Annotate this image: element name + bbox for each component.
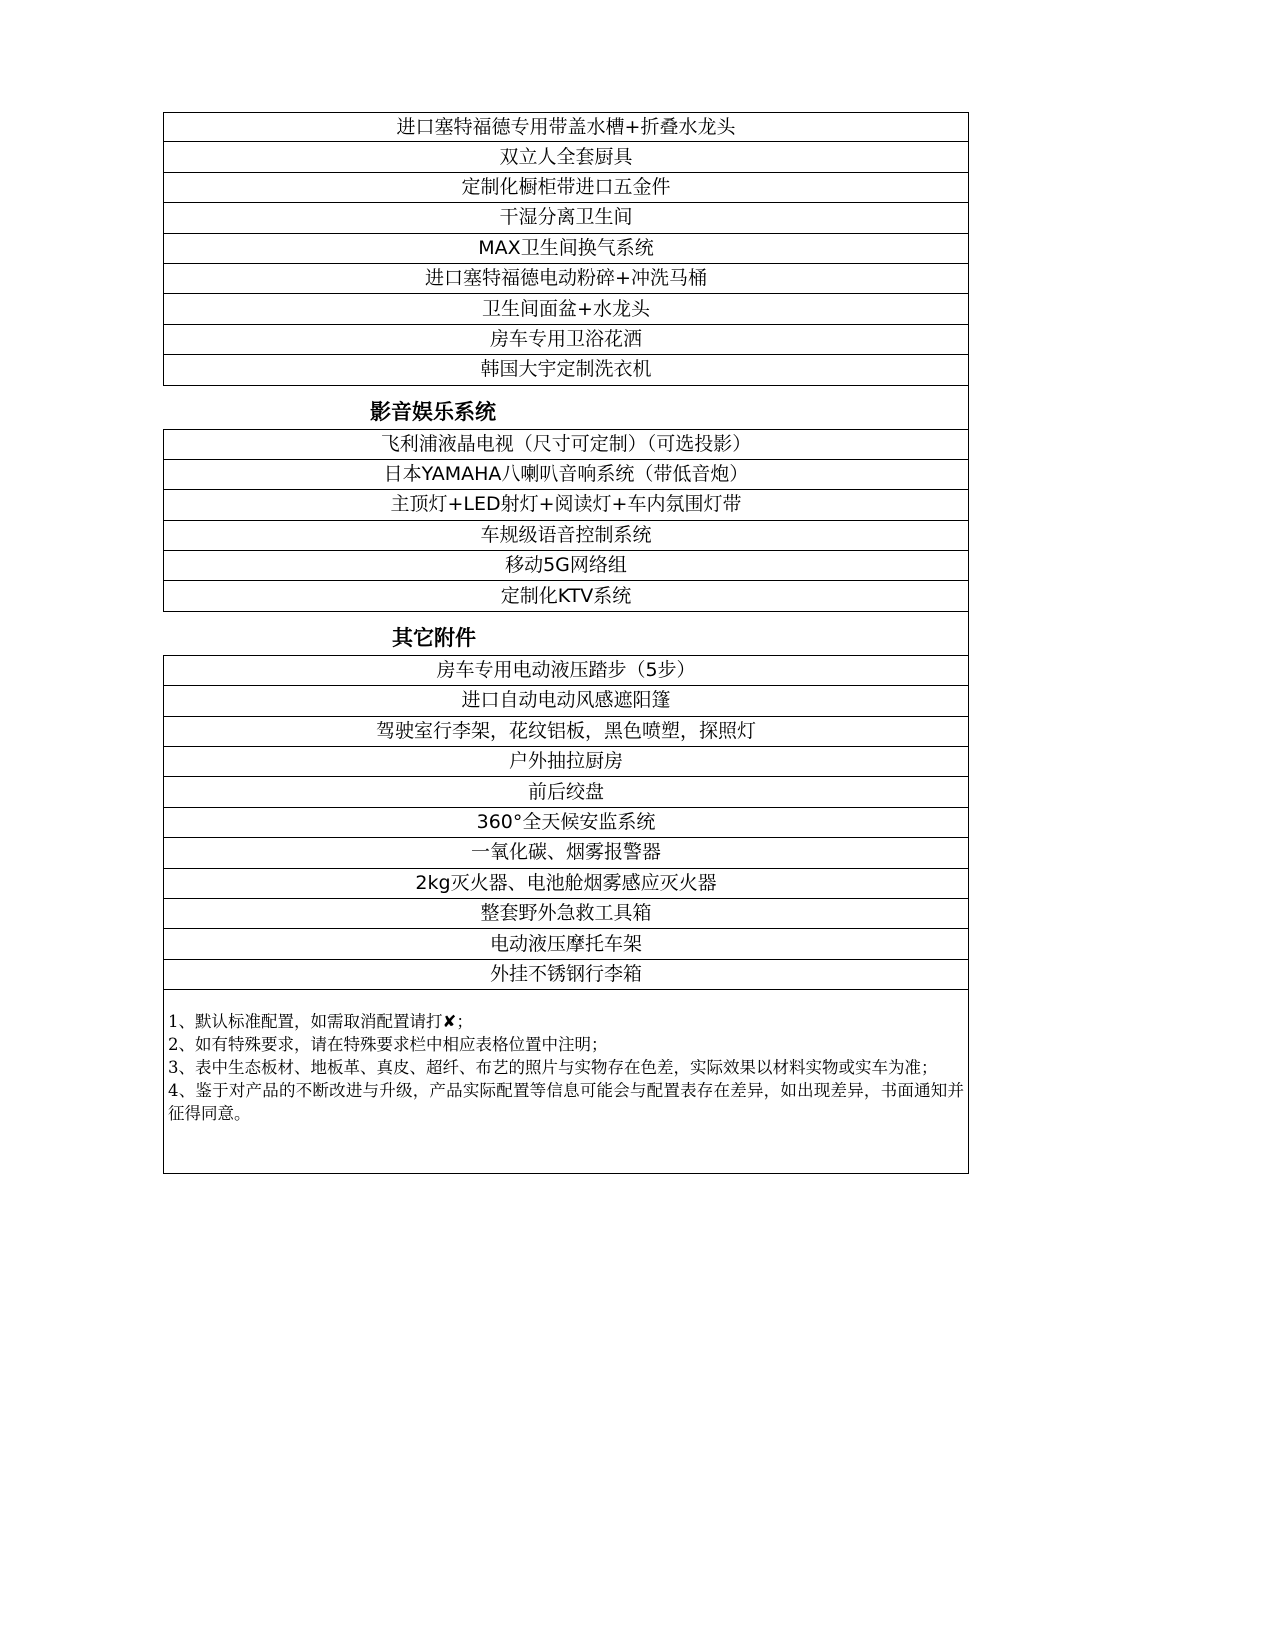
configuration-table (163, 112, 969, 1174)
item-label: 主顶灯+LED射灯+阅读灯+车内氛围灯带 (390, 493, 742, 516)
item-label: 车规级语音控制系统 (480, 523, 652, 546)
note-line: 3、表中生态板材、地板革、真皮、超纤、布艺的照片与实物存在色差，实际效果以材料实物或实车为准； (168, 1058, 938, 1078)
section-title: 其它附件 (392, 625, 476, 650)
item-label: 移动5G网络组 (505, 554, 627, 577)
table-row (163, 581, 969, 611)
item-label: 房车专用电动液压踏步（5步） (436, 659, 696, 682)
table-row (163, 899, 969, 929)
note-line: 1、默认标准配置，如需取消配置请打✘； (168, 1012, 473, 1032)
item-label: 定制化KTV系统 (500, 584, 632, 607)
table-row (163, 264, 969, 294)
table-row (163, 142, 969, 172)
table-row (163, 355, 969, 385)
item-label: 飞利浦液晶电视（尺寸可定制）（可选投影） (380, 432, 752, 455)
table-row (163, 430, 969, 460)
note-line: 4、鉴于对产品的不断改进与升级，产品实际配置等信息可能会与配置表存在差异，如出现差异，书面通知并征得同意。 (168, 1081, 964, 1124)
table-row (163, 808, 969, 838)
section-title: 影音娱乐系统 (370, 399, 496, 424)
item-label: 日本YAMAHA八喇叭音响系统（带低音炮） (383, 463, 749, 486)
item-label: 干湿分离卫生间 (499, 206, 633, 229)
item-label: 前后绞盘 (527, 780, 604, 803)
item-label: 进口塞特福德电动粉碎+冲洗马桶 (425, 267, 707, 290)
item-label: 韩国大宇定制洗衣机 (480, 358, 652, 381)
item-label: 电动液压摩托车架 (489, 932, 642, 955)
section-header-accessories (163, 612, 969, 656)
table-row (163, 960, 969, 990)
item-label: 户外抽拉厨房 (508, 750, 623, 773)
item-label: 360°全天候安监系统 (476, 811, 656, 833)
table-row (163, 112, 969, 142)
item-label: 一氧化碳、烟雾报警器 (470, 841, 661, 864)
item-label: 卫生间面盆+水龙头 (482, 297, 650, 320)
section-header-entertainment (163, 386, 969, 430)
item-label: MAX卫生间换气系统 (478, 236, 654, 259)
table-row (163, 747, 969, 777)
table-row (163, 929, 969, 959)
table-row (163, 460, 969, 490)
item-label: 双立人全套厨具 (499, 145, 633, 168)
table-row (163, 551, 969, 581)
table-row (163, 717, 969, 747)
note-line: 2、如有特殊要求，请在特殊要求栏中相应表格位置中注明； (168, 1035, 608, 1055)
table-row (163, 656, 969, 686)
item-label: 定制化橱柜带进口五金件 (461, 175, 671, 198)
table-row (163, 869, 969, 899)
item-label: 驾驶室行李架，花纹铝板，黑色喷塑，探照灯 (375, 719, 756, 742)
item-label: 进口自动电动风感遮阳篷 (461, 689, 671, 712)
table-row (163, 777, 969, 807)
item-label: 进口塞特福德专用带盖水槽+折叠水龙头 (396, 115, 736, 138)
table-row (163, 203, 969, 233)
table-row (163, 234, 969, 264)
table-row (163, 325, 969, 355)
table-row (163, 521, 969, 551)
table-row (163, 490, 969, 520)
table-row (163, 173, 969, 203)
notes-box (163, 990, 969, 1174)
item-label: 整套野外急救工具箱 (480, 902, 652, 925)
table-row (163, 838, 969, 868)
table-row (163, 686, 969, 716)
item-label: 外挂不锈钢行李箱 (489, 962, 642, 985)
table-row (163, 294, 969, 324)
item-label: 房车专用卫浴花洒 (489, 327, 642, 350)
item-label: 2kg灭火器、电池舱烟雾感应灭火器 (415, 871, 717, 894)
